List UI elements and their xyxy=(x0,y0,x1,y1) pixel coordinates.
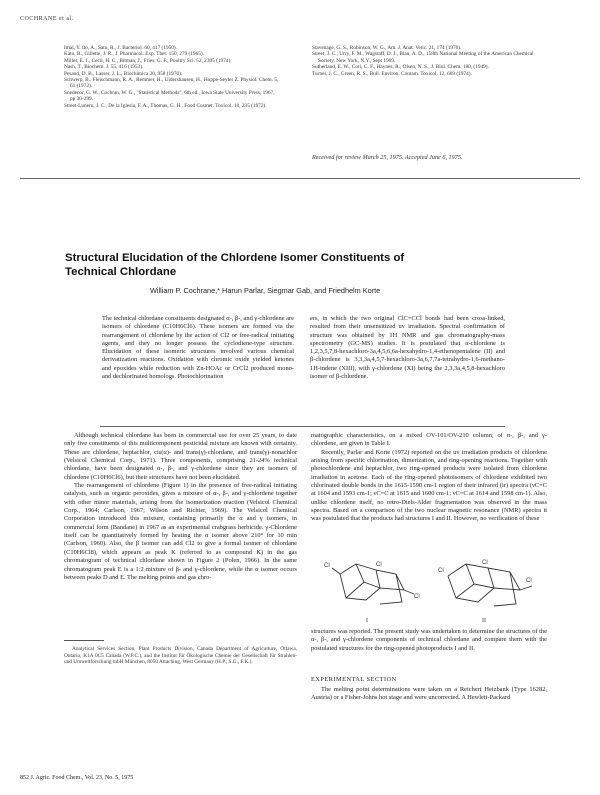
reference-item: Pesaud, D. B., Lasser, J. L., Biochimica 20, 958 (1970). xyxy=(64,70,183,77)
structure-I xyxy=(332,564,414,604)
body-col2-continued xyxy=(311,628,547,668)
abstract-col1: The technical chlordane constituents designated α-, β-, and γ-chlordene are isomers of chlordene (C10H6Cl6). These isomers are formed via the rearrangement of chlordene by the action of Cl2 or free-radical initiating agents, and they no longer possess the cyclodiene-type structure. Elucidation of these isomeric structures involved various chemical derivatization reactions. Oxidation with chromic oxide yielded ketones and epoxides while reduction with Zn-HOAc or CrCl2 produced mono- and dechlorinated homologs. Photochlorination xyxy=(102,315,294,381)
chlorine-label: Cl xyxy=(482,560,488,566)
reference-item: Kato, R., Gillette, J. R., J. Pharmacol. Exp. Ther. 150, 279 (1965). xyxy=(64,51,204,58)
chlorine-label: Cl xyxy=(414,594,420,600)
body-col1 xyxy=(64,432,297,632)
references-left xyxy=(64,45,279,109)
reference-item: Snedecor, G. W., Cochran, W. G., "Statistical Methods", 6th ed., Iowa State University Press, 1967, pp 30-299. xyxy=(64,89,275,103)
received-date: Received for review March 25, 1975. Accepted June 6, 1975. xyxy=(312,154,463,161)
references-right xyxy=(312,45,547,77)
reference-item: Miller, E. J., Cecil, H. C., Bitman, J., Fries, G. F., Poultry Sci. 52, 2305 (1974). xyxy=(64,57,232,64)
paragraph: Recently, Parlar and Korte (1972) reported on the uv irradiation products of chlordene arising from specific chlorination, dimerization, and ring-opening reactions. Together with photochlordene and heptachlor, two ring-opened products were isolated from chlordene irradiation in acetone. Each of the ring-opened photoisomers of chlordene exhibited two chlorinated double bonds in the 1615-1590 cm-1 region of their infrared (ir) spectra (νC=C at 1604 and 1593 cm-1; νC=C at 1615 and 1600 cm-1; νC=C at 1614 and 1598 cm-1). Also, unlike chlordene itself, no retro-Diels-Alder fragmentation was observed in the mass spectra. Based on a comparison of the two nuclear magnetic resonance (NMR) spectra it was postulated that the products had structures I and II. However, no verification of these xyxy=(311,448,547,523)
footnote-rule xyxy=(64,640,104,641)
title-line: Structural Elucidation of the Chlordene Isomer Constituents of xyxy=(65,252,405,264)
body-col2 xyxy=(311,432,547,548)
structure-I-label: I xyxy=(366,618,368,624)
authors: William P. Cochrane,* Harun Parlar, Siegmar Gab, and Friedhelm Korte xyxy=(150,286,381,295)
structure-figure xyxy=(318,552,543,624)
structure-II-label: II xyxy=(482,618,486,624)
abstract-col2: ers, in which the two original ClC=CCl bonds had been cross-linked, resulted from their unsensitized uv irradiation. Spectral confirmation of structure was obtained by 1H NMR and gas chromatography-mass spectrometry (GC-MS) studies. It is postulated that α-chlordene is 1,2,3,5,7,8-hexachloro-3a,4,5,6,6a-hexahydro-1,4-ethenopentalene (II) and β-chlordene is 3,3,3a,4,5,7-hexachloro-3a,6,7,7a-tetrahydro-1,6-methano-1H-indene (XIII), with γ-chlordene (XI) being the 2,3,3a,4,5,8-hexachloro isomer of β-chlordene. xyxy=(310,315,505,381)
chlorine-label: Cl xyxy=(526,578,532,584)
reference-item: Schwerp, B., Fleischmann, R. A., Remmer, H., Uldershausen, H., Hoppe-Seyler Z. Physiol. Chem. 5, 61 (1972). xyxy=(64,77,279,90)
reference-item: Turner, J. C., Green, R. S., Bull. Environ. Contam. Toxicol. 12, 669 (1974). xyxy=(312,70,472,77)
footnote xyxy=(64,646,297,708)
paragraph: The rearrangement of chlordene (Figure 1) in the presence of free-radical initiating catalysts, such as organic peroxides, gives a mixture of α-, β-, and γ-chlordene together with other minor materials, arising from the isomerization reaction (Velsicol Chemical Corp., 1964; Carlson, 1967; Wilson and Richter, 1969). The Velsicol Chemical Corporation introduced this mixture, containing primarily the α and γ isomers, in commercial form (Bandane) in 1967 as an experimental crabgrass herbicide. γ-Chlordene itself can be quantitatively formed by heating the α isomer above 210° for 10 min (Carlson, 1960). Also, the β isomer can add Cl2 to give a formal isomer of chlordane (C10H6Cl8), which appears as peak K (referred to as compound K) in the gas chromatogram of technical chlordane shown in Figure 2 (Polen, 1966). In the same chromatogram peak E is a 1:2 mixture of β- and γ-chlordene, while the α isomer occurs between peaks D and E. The melting points and gas chro- xyxy=(64,482,297,581)
paragraph: The melting point determinations were taken on a Reichert Heizbank (Type 16282, Austria) or a Fisher-Johns hot stage and were uncorrected. A Hewlett-Packard xyxy=(311,686,547,702)
page-footer: 852 J. Agric. Food Chem., Vol. 23, No. 5, 1975 xyxy=(20,775,134,781)
reference-item: Stavenage, G. S., Robinson, W. G., Am. J. Anat. Vetic. 21, 174 (1970). xyxy=(312,45,462,51)
chlorine-label: Cl xyxy=(324,563,330,569)
paragraph: Although technical chlordane has been in commercial use for over 25 years, to date only five constituents of this multicomponent pesticidal mixture are known with certainty. These are chlordene, heptachlor, cis(α)- and trans(γ)-chlordane, and trans(γ)-nonachlor (Velsicol Chemical Corp., 1971). Three components, comprising 21-24% technical chlordane, have been designated α-, β-, and γ-chlordene since they are isomers of chlordene (C10H6Cl6), but their structures have not been elucidated. xyxy=(64,432,297,481)
affiliation: Analytical Services Section, Plant Products Division, Canada Department of Agriculture, Ottawa, Ontario, K1A 0C5 Canada (W.P.C.), and the Institut für Ökologische Chemie der Gesellschaft für Strahlen- und Umweltforschung mbH München, 8050 Attaching, West Germany (H.P., S.G., F.K.). xyxy=(64,646,297,666)
reference-item: Street, J. C., Urry, F. M., Wagstaff, D. J., Blau, A. D., 158th National Meeting of the American Chemical Society, New York, N.Y., Sept 1969. xyxy=(312,51,534,64)
reference-item: Street-Lunero, J. C., De la Iglesia, F. A., Thomas, G. H., Food Cosmet. Toxicol. 10, 235 (1972). xyxy=(64,102,267,109)
divider xyxy=(20,178,580,179)
reference-item: Sutherland, E. W., Cori, C. F., Haynes, R., Olsen, N. S., J. Biol. Chem. 180, (1949). xyxy=(312,64,489,71)
structure-II xyxy=(448,564,532,606)
running-head: COCHRANE et al. xyxy=(20,16,74,22)
chlorine-label: Cl xyxy=(376,562,382,568)
section-heading: EXPERIMENTAL SECTION xyxy=(311,676,397,683)
title-line: Technical Chlordane xyxy=(65,266,177,278)
paragraph: structures was reported. The present study was undertaken to determine the structures of the α-, β-, and γ-chlordene components of technical chlordane and compare them with the postulated structures for the ring-opened photoproducts I and II. xyxy=(311,628,547,652)
reference-item: Imai, Y. Ito, A., Sato, R., J. Bacteriol. 60, 417 (1950). xyxy=(64,45,177,51)
paragraph: matographic characteristics, on a mixed OV-101/OV-210 column, of α-, β-, and γ-chlordene, are given in Table I. xyxy=(311,432,547,448)
section-text xyxy=(311,686,547,712)
abstract-divider xyxy=(100,426,505,427)
article-title xyxy=(65,251,425,279)
reference-item: Nash, T., Biochem. J. 55, 416 (1953). xyxy=(64,64,144,71)
chlorine-label: Cl xyxy=(438,568,444,574)
